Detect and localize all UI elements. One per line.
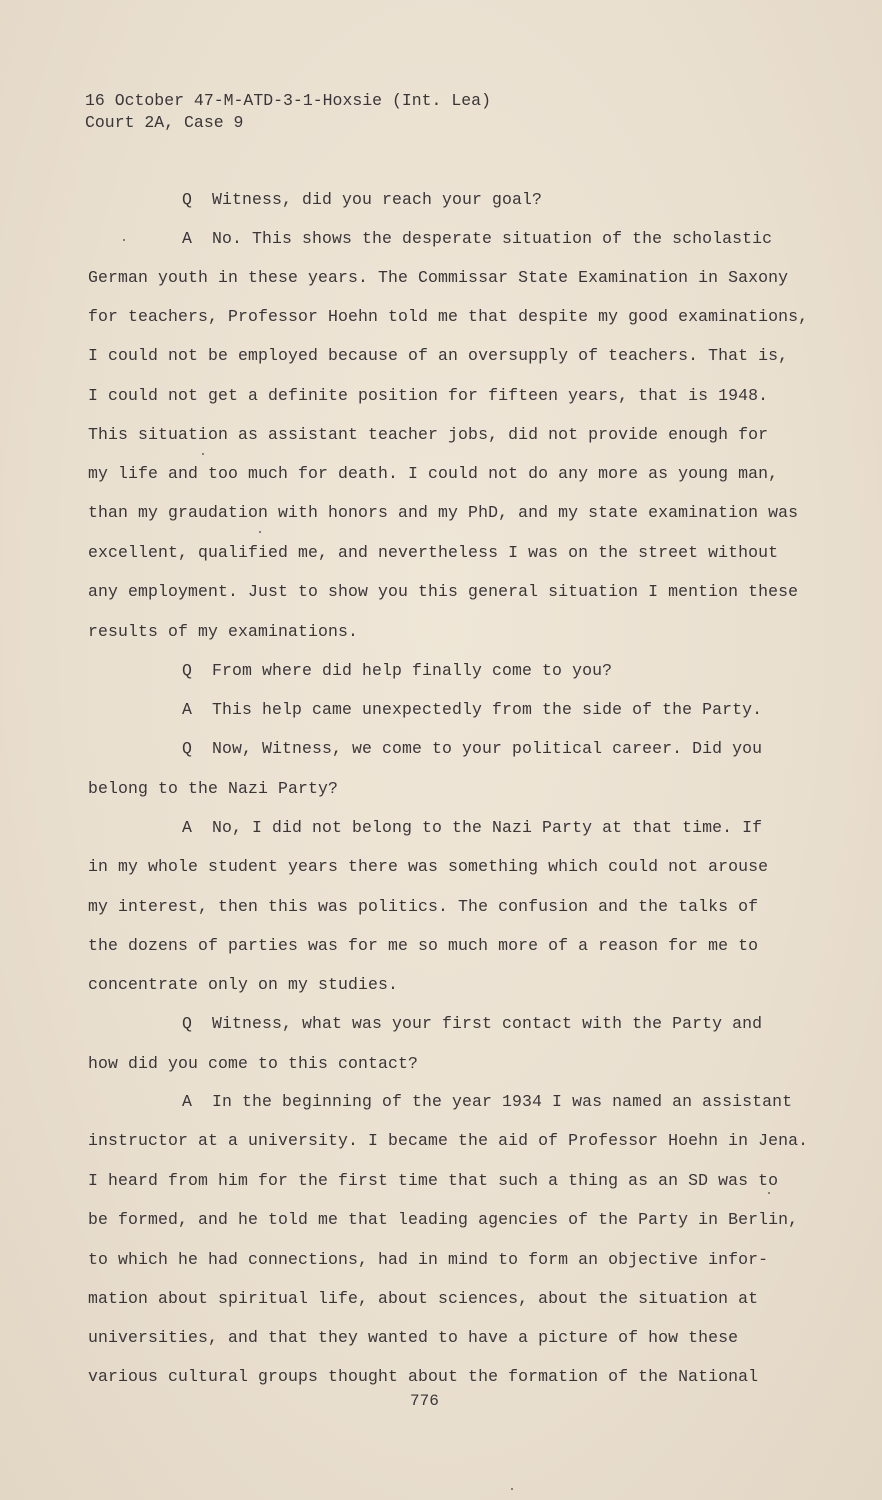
text-line: A This help came unexpectedly from the side of the Party. (182, 700, 763, 719)
text-line: Q From where did help finally come to you? (182, 661, 613, 680)
text-line: for teachers, Professor Hoehn told me that despite my good examinations, (88, 307, 809, 326)
text-line: be formed, and he told me that leading agencies of the Party in Berlin, (88, 1210, 799, 1229)
page-number: 776 (410, 1392, 439, 1410)
paper-speck (511, 1488, 513, 1490)
paper-speck (123, 239, 125, 241)
text-line: how did you come to this contact? (88, 1054, 419, 1073)
text-line: belong to the Nazi Party? (88, 779, 339, 798)
text-line: mation about spiritual life, about sciences, about the situation at (88, 1289, 759, 1308)
text-line: A No. This shows the desperate situation of the scholastic (182, 229, 773, 248)
text-line: concentrate only on my studies. (88, 975, 399, 994)
text-line: than my graudation with honors and my PhD, and my state examination was (88, 503, 799, 522)
text-line: my interest, then this was politics. The confusion and the talks of (88, 897, 759, 916)
text-line: A In the beginning of the year 1934 I was named an assistant (182, 1092, 793, 1111)
text-line: Q Now, Witness, we come to your political career. Did you (182, 739, 763, 758)
document-header (85, 90, 491, 134)
text-line: results of my examinations. (88, 622, 359, 641)
header-court-line: Court 2A, Case 9 (85, 113, 244, 132)
text-line: in my whole student years there was something which could not arouse (88, 857, 769, 876)
text-line: universities, and that they wanted to have a picture of how these (88, 1328, 739, 1347)
paper-speck (768, 1192, 770, 1194)
text-line: A No, I did not belong to the Nazi Party at that time. If (182, 818, 763, 837)
text-line: to which he had connections, had in mind to form an objective infor- (88, 1250, 769, 1269)
text-line: I could not be employed because of an oversupply of teachers. That is, (88, 346, 789, 365)
text-line: excellent, qualified me, and nevertheless I was on the street without (88, 543, 779, 562)
text-line: I could not get a definite position for fifteen years, that is 1948. (88, 386, 769, 405)
text-line: German youth in these years. The Commissar State Examination in Saxony (88, 268, 789, 287)
text-line: any employment. Just to show you this general situation I mention these (88, 582, 799, 601)
text-line: my life and too much for death. I could not do any more as young man, (88, 464, 779, 483)
text-line: the dozens of parties was for me so much more of a reason for me to (88, 936, 759, 955)
paper-speck (202, 453, 204, 455)
text-line: This situation as assistant teacher jobs, did not provide enough for (88, 425, 769, 444)
paper-speck (259, 531, 261, 533)
text-line: various cultural groups thought about the formation of the National (88, 1367, 759, 1386)
text-line: Q Witness, did you reach your goal? (182, 190, 543, 209)
text-line: Q Witness, what was your first contact with the Party and (182, 1014, 763, 1033)
text-line: instructor at a university. I became the aid of Professor Hoehn in Jena. (88, 1131, 809, 1150)
header-date-line: 16 October 47-M-ATD-3-1-Hoxsie (Int. Lea) (85, 91, 491, 110)
text-line: I heard from him for the first time that such a thing as an SD was to (88, 1171, 779, 1190)
